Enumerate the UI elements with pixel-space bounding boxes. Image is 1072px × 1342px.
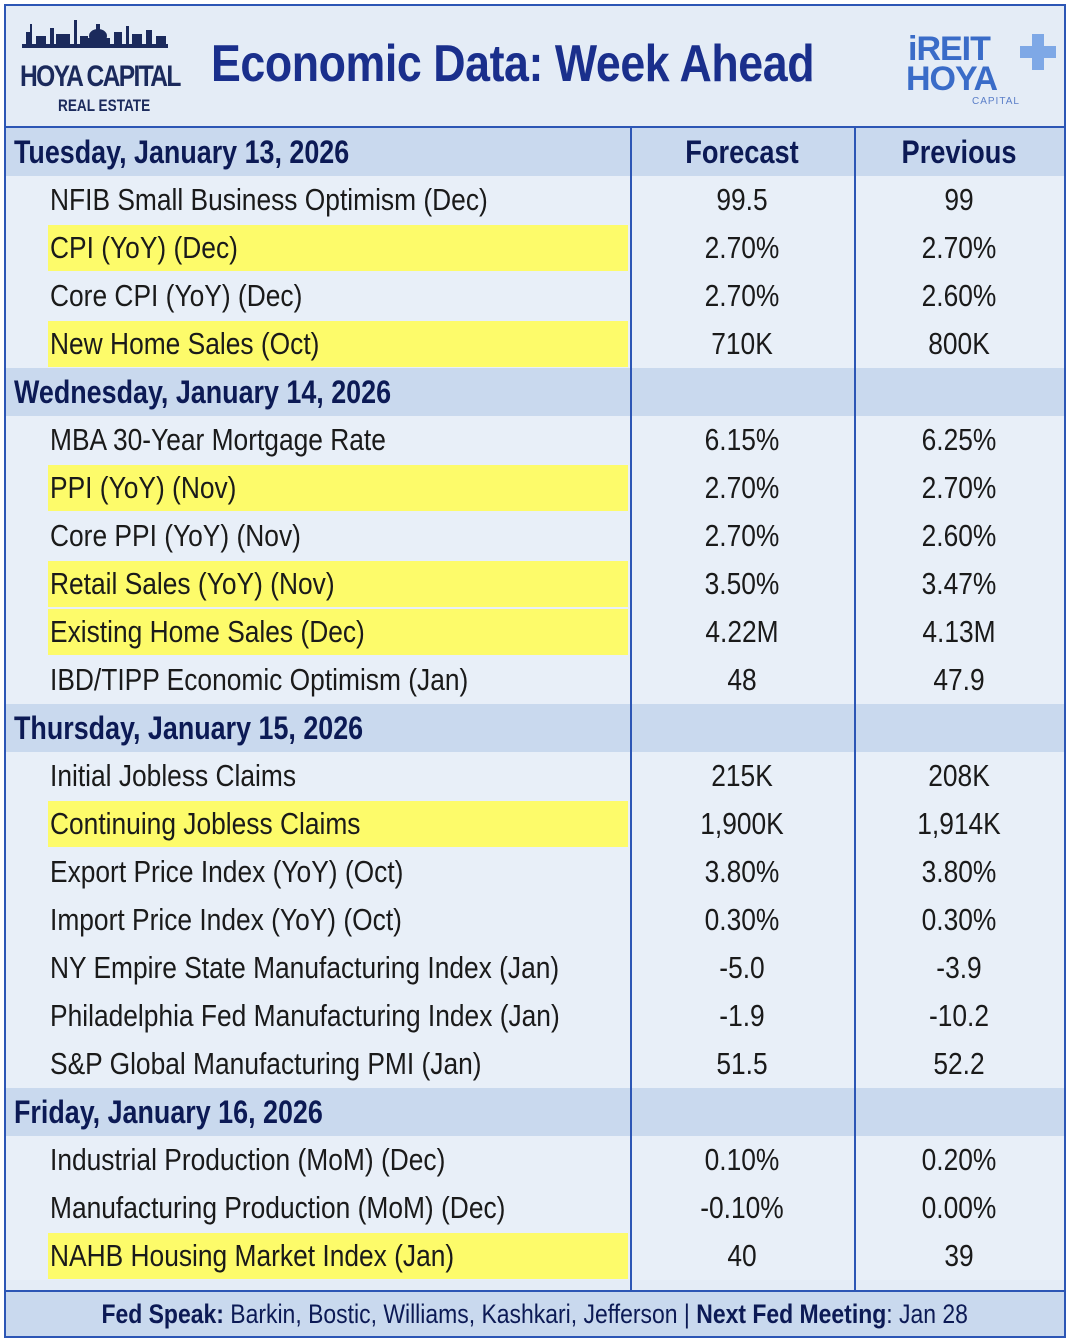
day-date: Thursday, January 15, 2026 (14, 710, 364, 746)
forecast-value: 3.50% (704, 566, 780, 601)
forecast-value: 99.5 (716, 182, 768, 217)
previous-header (870, 1088, 1049, 1136)
previous-header: Previous (901, 133, 1017, 170)
indicator-label: Core PPI (YoY) (Nov) (50, 518, 301, 553)
day-header-row (6, 368, 1064, 416)
indicator-cell (6, 1184, 630, 1232)
table-row (6, 512, 1064, 560)
indicator-cell (6, 896, 630, 944)
forecast-value: 2.70% (704, 230, 780, 265)
ireit-hoya-logo (902, 30, 1062, 110)
day-header-row (6, 1088, 1064, 1136)
day-header-row (6, 704, 1064, 752)
forecast-header (647, 704, 837, 752)
previous-value: 52.2 (933, 1046, 985, 1081)
day-date-cell (6, 1088, 630, 1136)
forecast-value: 1,900K (700, 806, 784, 841)
table-row (6, 1184, 1064, 1232)
previous-header (870, 704, 1049, 752)
forecast-value: -0.10% (700, 1190, 784, 1225)
indicator-label: PPI (YoY) (Nov) (50, 470, 237, 505)
table-row (6, 848, 1064, 896)
table-row (6, 176, 1064, 224)
indicator-cell (6, 1040, 630, 1088)
indicator-label: Continuing Jobless Claims (50, 806, 361, 841)
indicator-cell (6, 176, 630, 224)
logo-name: HOYA CAPITAL (20, 60, 180, 93)
day-date-cell (6, 368, 630, 416)
forecast-value: 710K (711, 326, 773, 361)
table-row (6, 656, 1064, 704)
indicator-label: S&P Global Manufacturing PMI (Jan) (50, 1046, 482, 1081)
indicator-cell (6, 944, 630, 992)
indicator-cell (6, 800, 630, 848)
logo-capital: CAPITAL (972, 96, 1020, 107)
column-divider (854, 128, 856, 1292)
logo-subtitle: REAL ESTATE (58, 96, 151, 115)
table-row (6, 272, 1064, 320)
hoya-capital-logo (20, 14, 180, 122)
previous-value: -3.9 (936, 950, 982, 985)
forecast-value: 3.80% (704, 854, 780, 889)
forecast-value: -5.0 (719, 950, 765, 985)
forecast-value: 51.5 (716, 1046, 768, 1081)
previous-value: -10.2 (928, 998, 990, 1033)
forecast-value: 0.30% (704, 902, 780, 937)
day-header-row (6, 128, 1064, 176)
footer-text (102, 1299, 968, 1330)
day-date-cell (6, 128, 630, 176)
table-row (6, 1040, 1064, 1088)
forecast-value: -1.9 (719, 998, 765, 1033)
economic-data-table (6, 128, 1064, 1280)
indicator-label: MBA 30-Year Mortgage Rate (50, 422, 386, 457)
indicator-cell (6, 848, 630, 896)
forecast-header (647, 1088, 837, 1136)
forecast-value: 2.70% (704, 518, 780, 553)
day-date: Friday, January 16, 2026 (14, 1094, 323, 1130)
logo-ireit: iREIT (908, 30, 990, 68)
table-row (6, 320, 1064, 368)
indicator-label: Import Price Index (YoY) (Oct) (50, 902, 402, 937)
table-row (6, 560, 1064, 608)
previous-value: 208K (928, 758, 990, 793)
footer-divider (6, 1290, 1064, 1292)
indicator-cell (6, 512, 630, 560)
page-title: Economic Data: Week Ahead (211, 35, 815, 93)
indicator-cell (6, 224, 630, 272)
next-meeting-label: Next Fed Meeting (696, 1298, 887, 1329)
skyline-icon (20, 14, 170, 60)
indicator-label: Core CPI (YoY) (Dec) (50, 278, 303, 313)
fed-speak-label: Fed Speak: (101, 1298, 225, 1329)
indicator-cell (6, 320, 630, 368)
forecast-value: 2.70% (704, 470, 780, 505)
previous-value: 2.60% (921, 278, 997, 313)
previous-value: 2.60% (921, 518, 997, 553)
table-row (6, 608, 1064, 656)
previous-value: 0.20% (921, 1142, 997, 1177)
indicator-cell (6, 656, 630, 704)
table-row (6, 416, 1064, 464)
indicator-cell (6, 1232, 630, 1280)
logo-hoya: HOYA (906, 60, 998, 98)
forecast-value: 48 (727, 662, 757, 697)
previous-value: 6.25% (921, 422, 997, 457)
indicator-cell (6, 416, 630, 464)
indicator-cell (6, 560, 630, 608)
day-date: Tuesday, January 13, 2026 (14, 134, 350, 170)
header (6, 6, 1064, 128)
forecast-value: 40 (727, 1238, 757, 1273)
indicator-label: Initial Jobless Claims (50, 758, 297, 793)
forecast-value: 6.15% (704, 422, 780, 457)
table-row (6, 224, 1064, 272)
indicator-cell (6, 608, 630, 656)
previous-value: 4.13M (922, 614, 996, 649)
column-divider (630, 128, 632, 1292)
next-meeting-value: : Jan 28 (886, 1298, 969, 1329)
indicator-label: Retail Sales (YoY) (Nov) (50, 566, 335, 601)
economic-calendar-card (4, 4, 1066, 1338)
previous-value: 99 (944, 182, 974, 217)
previous-value: 39 (944, 1238, 974, 1273)
previous-value: 0.30% (921, 902, 997, 937)
previous-value: 800K (928, 326, 990, 361)
table-row (6, 464, 1064, 512)
cross-icon (1020, 34, 1056, 70)
table-row (6, 752, 1064, 800)
table-row (6, 992, 1064, 1040)
day-date: Wednesday, January 14, 2026 (14, 374, 392, 410)
indicator-cell (6, 464, 630, 512)
indicator-label: CPI (YoY) (Dec) (50, 230, 238, 265)
forecast-value: 4.22M (705, 614, 779, 649)
indicator-label: NFIB Small Business Optimism (Dec) (50, 182, 488, 217)
indicator-label: NY Empire State Manufacturing Index (Jan) (50, 950, 560, 985)
previous-value: 47.9 (933, 662, 985, 697)
forecast-value: 215K (711, 758, 773, 793)
indicator-label: New Home Sales (Oct) (50, 326, 320, 361)
previous-value: 0.00% (921, 1190, 997, 1225)
previous-value: 2.70% (921, 470, 997, 505)
indicator-label: Philadelphia Fed Manufacturing Index (Jan) (50, 998, 560, 1033)
fed-speak-names: Barkin, Bostic, Williams, Kashkari, Jefferson | (224, 1298, 697, 1329)
indicator-cell (6, 1136, 630, 1184)
forecast-header: Forecast (685, 133, 799, 170)
forecast-header (647, 368, 837, 416)
table-row (6, 1136, 1064, 1184)
previous-value: 3.80% (921, 854, 997, 889)
previous-value: 3.47% (921, 566, 997, 601)
previous-header (870, 368, 1049, 416)
indicator-label: Existing Home Sales (Dec) (50, 614, 365, 649)
indicator-label: IBD/TIPP Economic Optimism (Jan) (50, 662, 469, 697)
indicator-label: NAHB Housing Market Index (Jan) (50, 1238, 455, 1273)
indicator-label: Export Price Index (YoY) (Oct) (50, 854, 404, 889)
indicator-label: Manufacturing Production (MoM) (Dec) (50, 1190, 506, 1225)
previous-value: 1,914K (917, 806, 1001, 841)
table-row (6, 800, 1064, 848)
table-row (6, 1232, 1064, 1280)
indicator-label: Industrial Production (MoM) (Dec) (50, 1142, 446, 1177)
forecast-value: 2.70% (704, 278, 780, 313)
table-row (6, 944, 1064, 992)
day-date-cell (6, 704, 630, 752)
indicator-cell (6, 992, 630, 1040)
footer (6, 1292, 1064, 1336)
previous-value: 2.70% (921, 230, 997, 265)
indicator-cell (6, 752, 630, 800)
table-row (6, 896, 1064, 944)
forecast-value: 0.10% (704, 1142, 780, 1177)
indicator-cell (6, 272, 630, 320)
